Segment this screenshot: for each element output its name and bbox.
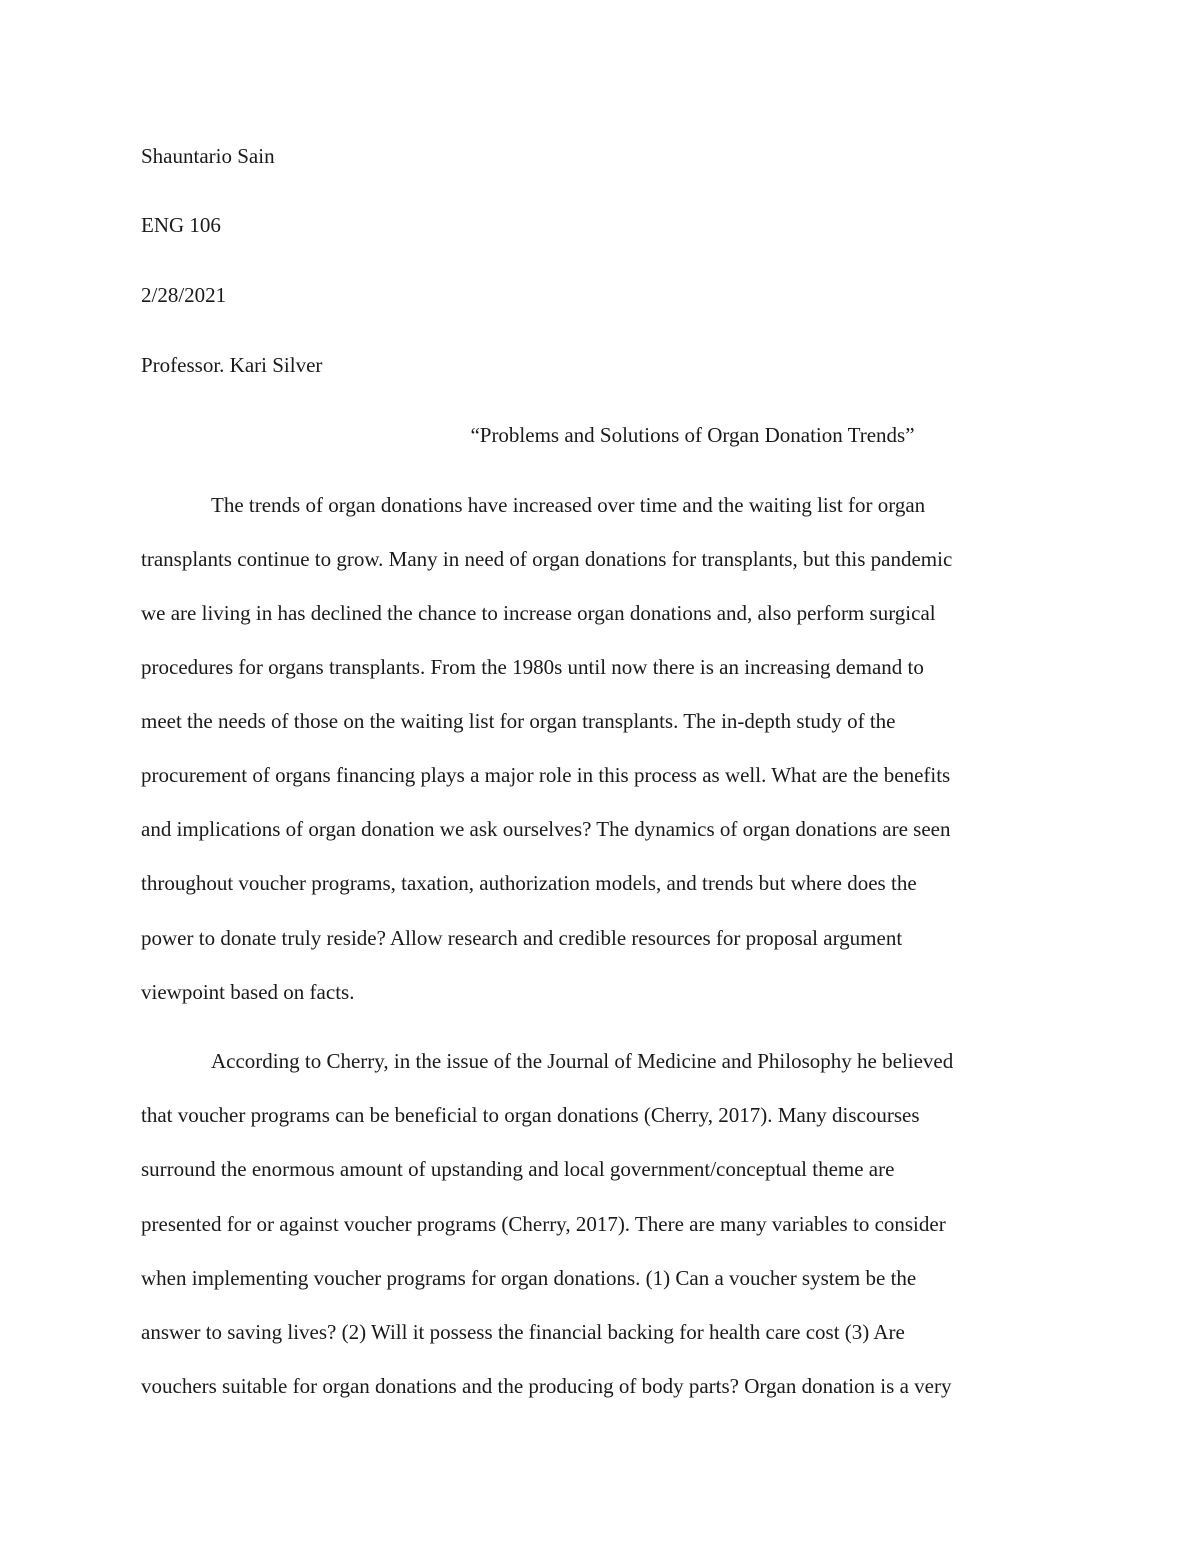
professor-name: Professor. Kari Silver — [141, 353, 323, 377]
paragraph-line: procurement of organs financing plays a major role in this process as well. What are the benefits — [141, 763, 951, 787]
paragraph-line: According to Cherry, in the issue of the Journal of Medicine and Philosophy he believed — [211, 1049, 954, 1073]
paragraph-line: vouchers suitable for organ donations and the producing of body parts? Organ donation is a very — [141, 1374, 952, 1398]
paragraph-line: meet the needs of those on the waiting list for organ transplants. The in-depth study of the — [141, 709, 896, 733]
paragraph-line: transplants continue to grow. Many in need of organ donations for transplants, but this pandemic — [141, 547, 953, 571]
paragraph-line: throughout voucher programs, taxation, authorization models, and trends but where does the — [141, 871, 917, 895]
paragraph-line: we are living in has declined the chance to increase organ donations and, also perform surgical — [141, 601, 936, 625]
paragraph-line: procedures for organs transplants. From the 1980s until now there is an increasing demand to — [141, 655, 924, 679]
paragraph-line: that voucher programs can be beneficial to organ donations (Cherry, 2017). Many discourses — [141, 1103, 920, 1127]
paragraph-line: and implications of organ donation we ask ourselves? The dynamics of organ donations are seen — [141, 817, 951, 841]
document-date: 2/28/2021 — [141, 283, 227, 307]
paragraph-line: power to donate truly reside? Allow research and credible resources for proposal argument — [141, 926, 903, 950]
essay-title: “Problems and Solutions of Organ Donation Trends” — [470, 423, 915, 447]
paragraph-line: when implementing voucher programs for organ donations. (1) Can a voucher system be the — [141, 1266, 917, 1290]
paragraph-line: surround the enormous amount of upstanding and local government/conceptual theme are — [141, 1157, 895, 1181]
course-code: ENG 106 — [141, 213, 221, 237]
paragraph-line: viewpoint based on facts. — [141, 980, 355, 1004]
author-name: Shauntario Sain — [141, 144, 275, 168]
paragraph-line: presented for or against voucher programs (Cherry, 2017). There are many variables to consider — [141, 1212, 946, 1236]
paragraph-line: answer to saving lives? (2) Will it possess the financial backing for health care cost (3) Are — [141, 1320, 905, 1344]
paragraph-line: The trends of organ donations have increased over time and the waiting list for organ — [211, 493, 926, 517]
